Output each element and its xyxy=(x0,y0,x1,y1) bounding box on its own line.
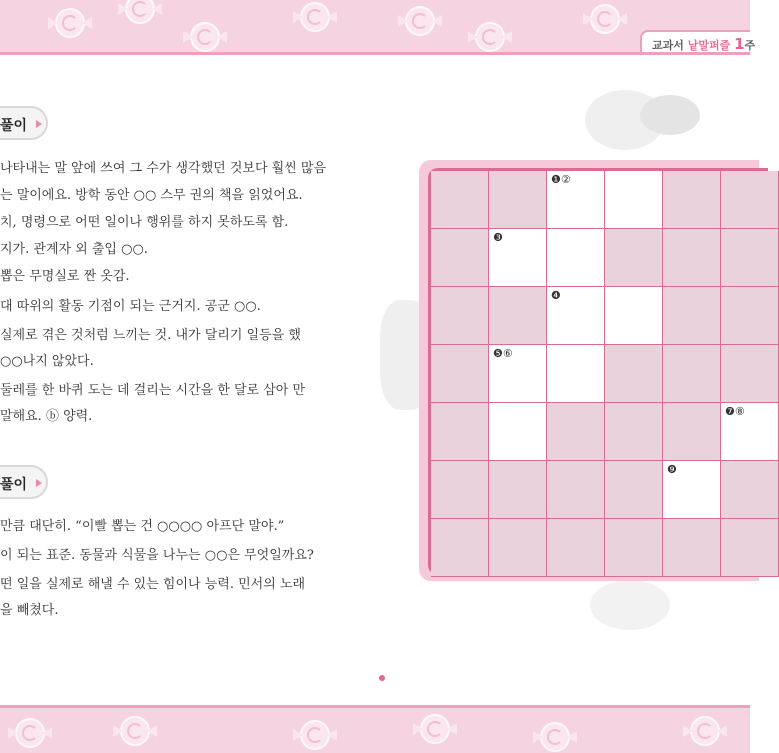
clue-line: 뽑은 무명실로 짠 옷감. xyxy=(0,269,130,284)
crossword-cell-blocked xyxy=(663,519,721,577)
candy-icon xyxy=(125,0,155,24)
bottom-candy-band xyxy=(0,705,750,753)
crossword-cell-blocked xyxy=(663,345,721,403)
candy-icon xyxy=(120,716,150,746)
candy-icon xyxy=(300,720,330,750)
crossword-cell-blocked xyxy=(431,171,489,229)
crossword-cell-blocked xyxy=(489,171,547,229)
watermark-swirl xyxy=(640,95,700,135)
clue-number: ❶② xyxy=(551,173,571,186)
crossword-cell-open[interactable] xyxy=(721,403,779,461)
candy-icon xyxy=(690,716,720,746)
crossword-cell-open[interactable] xyxy=(663,461,721,519)
clue-line: 떤 일을 실제로 해낼 수 있는 힘이나 능력. 민서의 노래 xyxy=(0,577,306,592)
clue-number: ❺⑥ xyxy=(493,347,513,360)
crossword-cell-blocked xyxy=(663,403,721,461)
candy-icon xyxy=(190,22,220,52)
crossword-cell-open[interactable] xyxy=(547,287,605,345)
crossword-cell-blocked xyxy=(721,345,779,403)
clue-line: ○○나지 않았다. xyxy=(0,354,94,369)
candy-icon xyxy=(590,4,620,34)
candy-icon xyxy=(540,722,570,752)
crossword-cell-blocked xyxy=(489,461,547,519)
clue-line: 을 빼쳤다. xyxy=(0,603,59,618)
clue-number: ❼⑧ xyxy=(725,405,745,418)
page-indicator-dot xyxy=(379,675,385,681)
crossword-cell-blocked xyxy=(663,229,721,287)
crossword-cell-open[interactable] xyxy=(547,229,605,287)
section-heading: 풀이 xyxy=(0,106,48,140)
clue-line: 이 되는 표준. 동물과 식물을 나누는 ○○은 무엇일까요? xyxy=(0,548,314,563)
crossword-cell-blocked xyxy=(431,519,489,577)
top-candy-band xyxy=(0,0,756,55)
crossword-cell-blocked xyxy=(605,229,663,287)
crossword-cell-blocked xyxy=(721,519,779,577)
crossword-cell-open[interactable] xyxy=(605,171,663,229)
clue-line: 나타내는 말 앞에 쓰여 그 수가 생각했던 것보다 훨씬 많음 xyxy=(0,161,327,176)
crossword-cell-blocked xyxy=(663,287,721,345)
chapter-tab: 교과서 낱말퍼즐 1주 xyxy=(640,30,750,52)
clue-line: 실제로 겪은 것처럼 느끼는 것. 내가 달리기 일등을 했 xyxy=(0,328,301,343)
candy-icon xyxy=(475,22,505,52)
candy-icon xyxy=(405,6,435,36)
clue-line: 둘레를 한 바퀴 도는 데 걸리는 시간을 한 달로 삼아 만 xyxy=(0,383,306,398)
crossword-grid xyxy=(428,168,768,575)
candy-icon xyxy=(55,8,85,38)
clue-number: ❸ xyxy=(493,231,503,244)
crossword-cell-blocked xyxy=(547,403,605,461)
crossword-cell-blocked xyxy=(605,403,663,461)
crossword-cell-blocked xyxy=(489,287,547,345)
clue-line: 만큼 대단히. “이빨 뽑는 건 ○○○○ 아프단 말야.” xyxy=(0,519,285,534)
section-heading: 풀이 xyxy=(0,465,48,499)
clue-line: 말해요. ⓑ 양력. xyxy=(0,409,93,424)
clue-line: 지가. 관계자 외 출입 ○○. xyxy=(0,242,148,257)
candy-icon xyxy=(15,718,45,748)
crossword-cell-blocked xyxy=(721,287,779,345)
crossword-cell-open[interactable] xyxy=(605,287,663,345)
crossword-cell-blocked xyxy=(663,171,721,229)
watermark-swirl xyxy=(590,580,670,630)
crossword-cell-blocked xyxy=(431,345,489,403)
clue-number: ❾ xyxy=(667,463,677,476)
candy-icon xyxy=(300,2,330,32)
crossword-cell-blocked xyxy=(431,461,489,519)
crossword-cell-blocked xyxy=(547,519,605,577)
crossword-cell-blocked xyxy=(489,519,547,577)
crossword-cell-blocked xyxy=(431,403,489,461)
candy-icon xyxy=(420,714,450,744)
crossword-cell-blocked xyxy=(605,461,663,519)
crossword-cell-open[interactable] xyxy=(547,171,605,229)
crossword-cell-open[interactable] xyxy=(547,345,605,403)
crossword-cell-blocked xyxy=(605,345,663,403)
clue-line: 치, 명령으로 어떤 일이나 행위를 하지 못하도록 함. xyxy=(0,215,289,230)
crossword-cell-blocked xyxy=(721,461,779,519)
clue-line: 대 따위의 활동 기점이 되는 근거지. 공군 ○○. xyxy=(0,299,261,314)
crossword-cell-blocked xyxy=(721,171,779,229)
crossword-cell-blocked xyxy=(547,461,605,519)
crossword-cell-blocked xyxy=(431,287,489,345)
crossword-cell-blocked xyxy=(431,229,489,287)
crossword-cell-blocked xyxy=(721,229,779,287)
crossword-cell-open[interactable] xyxy=(489,345,547,403)
clue-line: 는 말이에요. 방학 동안 ○○ 스무 권의 책을 읽었어요. xyxy=(0,188,303,203)
crossword-cell-blocked xyxy=(605,519,663,577)
crossword-cell-open[interactable] xyxy=(489,229,547,287)
crossword-cell-open[interactable] xyxy=(489,403,547,461)
clue-number: ❹ xyxy=(551,289,561,302)
